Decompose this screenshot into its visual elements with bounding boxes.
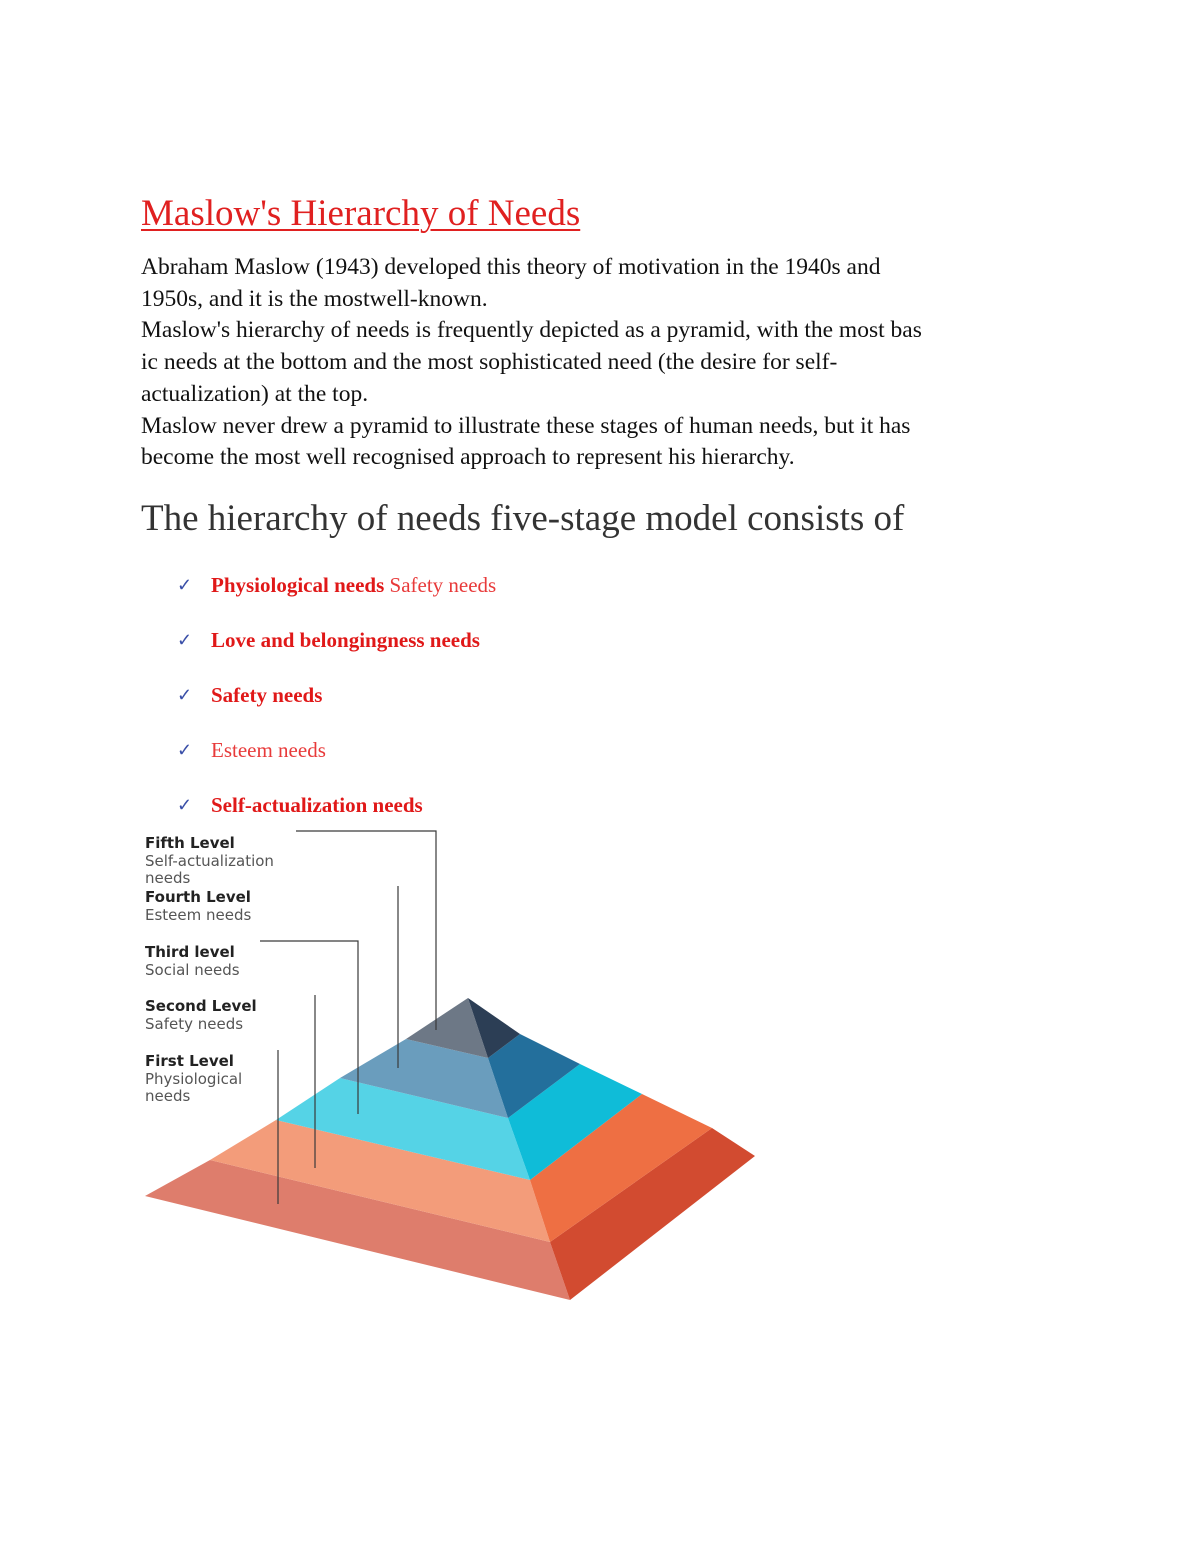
checklist-item [177, 569, 496, 624]
label-fourth-level [145, 888, 251, 924]
label-text: Esteem needs [145, 906, 252, 924]
checkmark-icon: ✓ [177, 740, 193, 760]
label-heading: Third level [145, 943, 235, 961]
maslow-pyramid-diagram [140, 826, 770, 1306]
paragraph-line: become the most well recognised approach to represent his hierarchy. [141, 444, 795, 471]
leader-line-fifth [296, 831, 436, 1030]
label-text: needs [145, 869, 191, 887]
label-first-level [145, 1052, 242, 1105]
paragraph-line: Maslow's hierarchy of needs is frequently depicted as a pyramid, with the most bas [141, 317, 922, 344]
checklist-item-bold: Self-actualization needs [211, 793, 423, 817]
checklist-item [177, 734, 496, 789]
paragraph-line: Maslow never drew a pyramid to illustrate these stages of human needs, but it has [141, 412, 911, 439]
checklist-item-extra: Safety needs [384, 573, 497, 597]
section-subheading: The hierarchy of needs five-stage model consists of [141, 498, 905, 539]
paragraph-line: Abraham Maslow (1943) developed this theory of motivation in the 1940s and [141, 254, 881, 280]
intro-paragraph [141, 252, 1071, 474]
label-fifth-level [145, 834, 274, 887]
label-heading: Fifth Level [145, 834, 235, 852]
checkmark-icon: ✓ [177, 685, 193, 705]
checklist-item-bold: Love and belongingness needs [211, 628, 480, 652]
checklist-item-bold: Physiological needs [211, 573, 385, 597]
document-title: Maslow's Hierarchy of Needs [141, 193, 581, 234]
label-heading: First Level [145, 1052, 234, 1070]
checklist-item [177, 624, 496, 679]
needs-checklist [177, 569, 496, 844]
paragraph-line: 1950s, and it is the mostwell-known. [141, 285, 488, 312]
checkmark-icon: ✓ [177, 575, 193, 595]
checklist-item-extra: Esteem needs [211, 738, 326, 762]
label-heading: Fourth Level [145, 888, 251, 906]
label-text: Social needs [145, 961, 240, 979]
label-text: Safety needs [145, 1015, 244, 1033]
label-third-level [145, 943, 240, 979]
label-second-level [145, 997, 257, 1033]
paragraph-line: ic needs at the bottom and the most sophisticated need (the desire for self- [141, 349, 838, 376]
checklist-item [177, 679, 496, 734]
checkmark-icon: ✓ [177, 630, 193, 650]
checkmark-icon: ✓ [177, 795, 193, 815]
label-text: needs [145, 1087, 191, 1105]
checklist-item-bold: Safety needs [211, 683, 323, 707]
label-text: Physiological [145, 1070, 243, 1088]
label-text: Self-actualization [145, 852, 274, 870]
label-heading: Second Level [145, 997, 257, 1015]
paragraph-line: actualization) at the top. [141, 380, 369, 407]
